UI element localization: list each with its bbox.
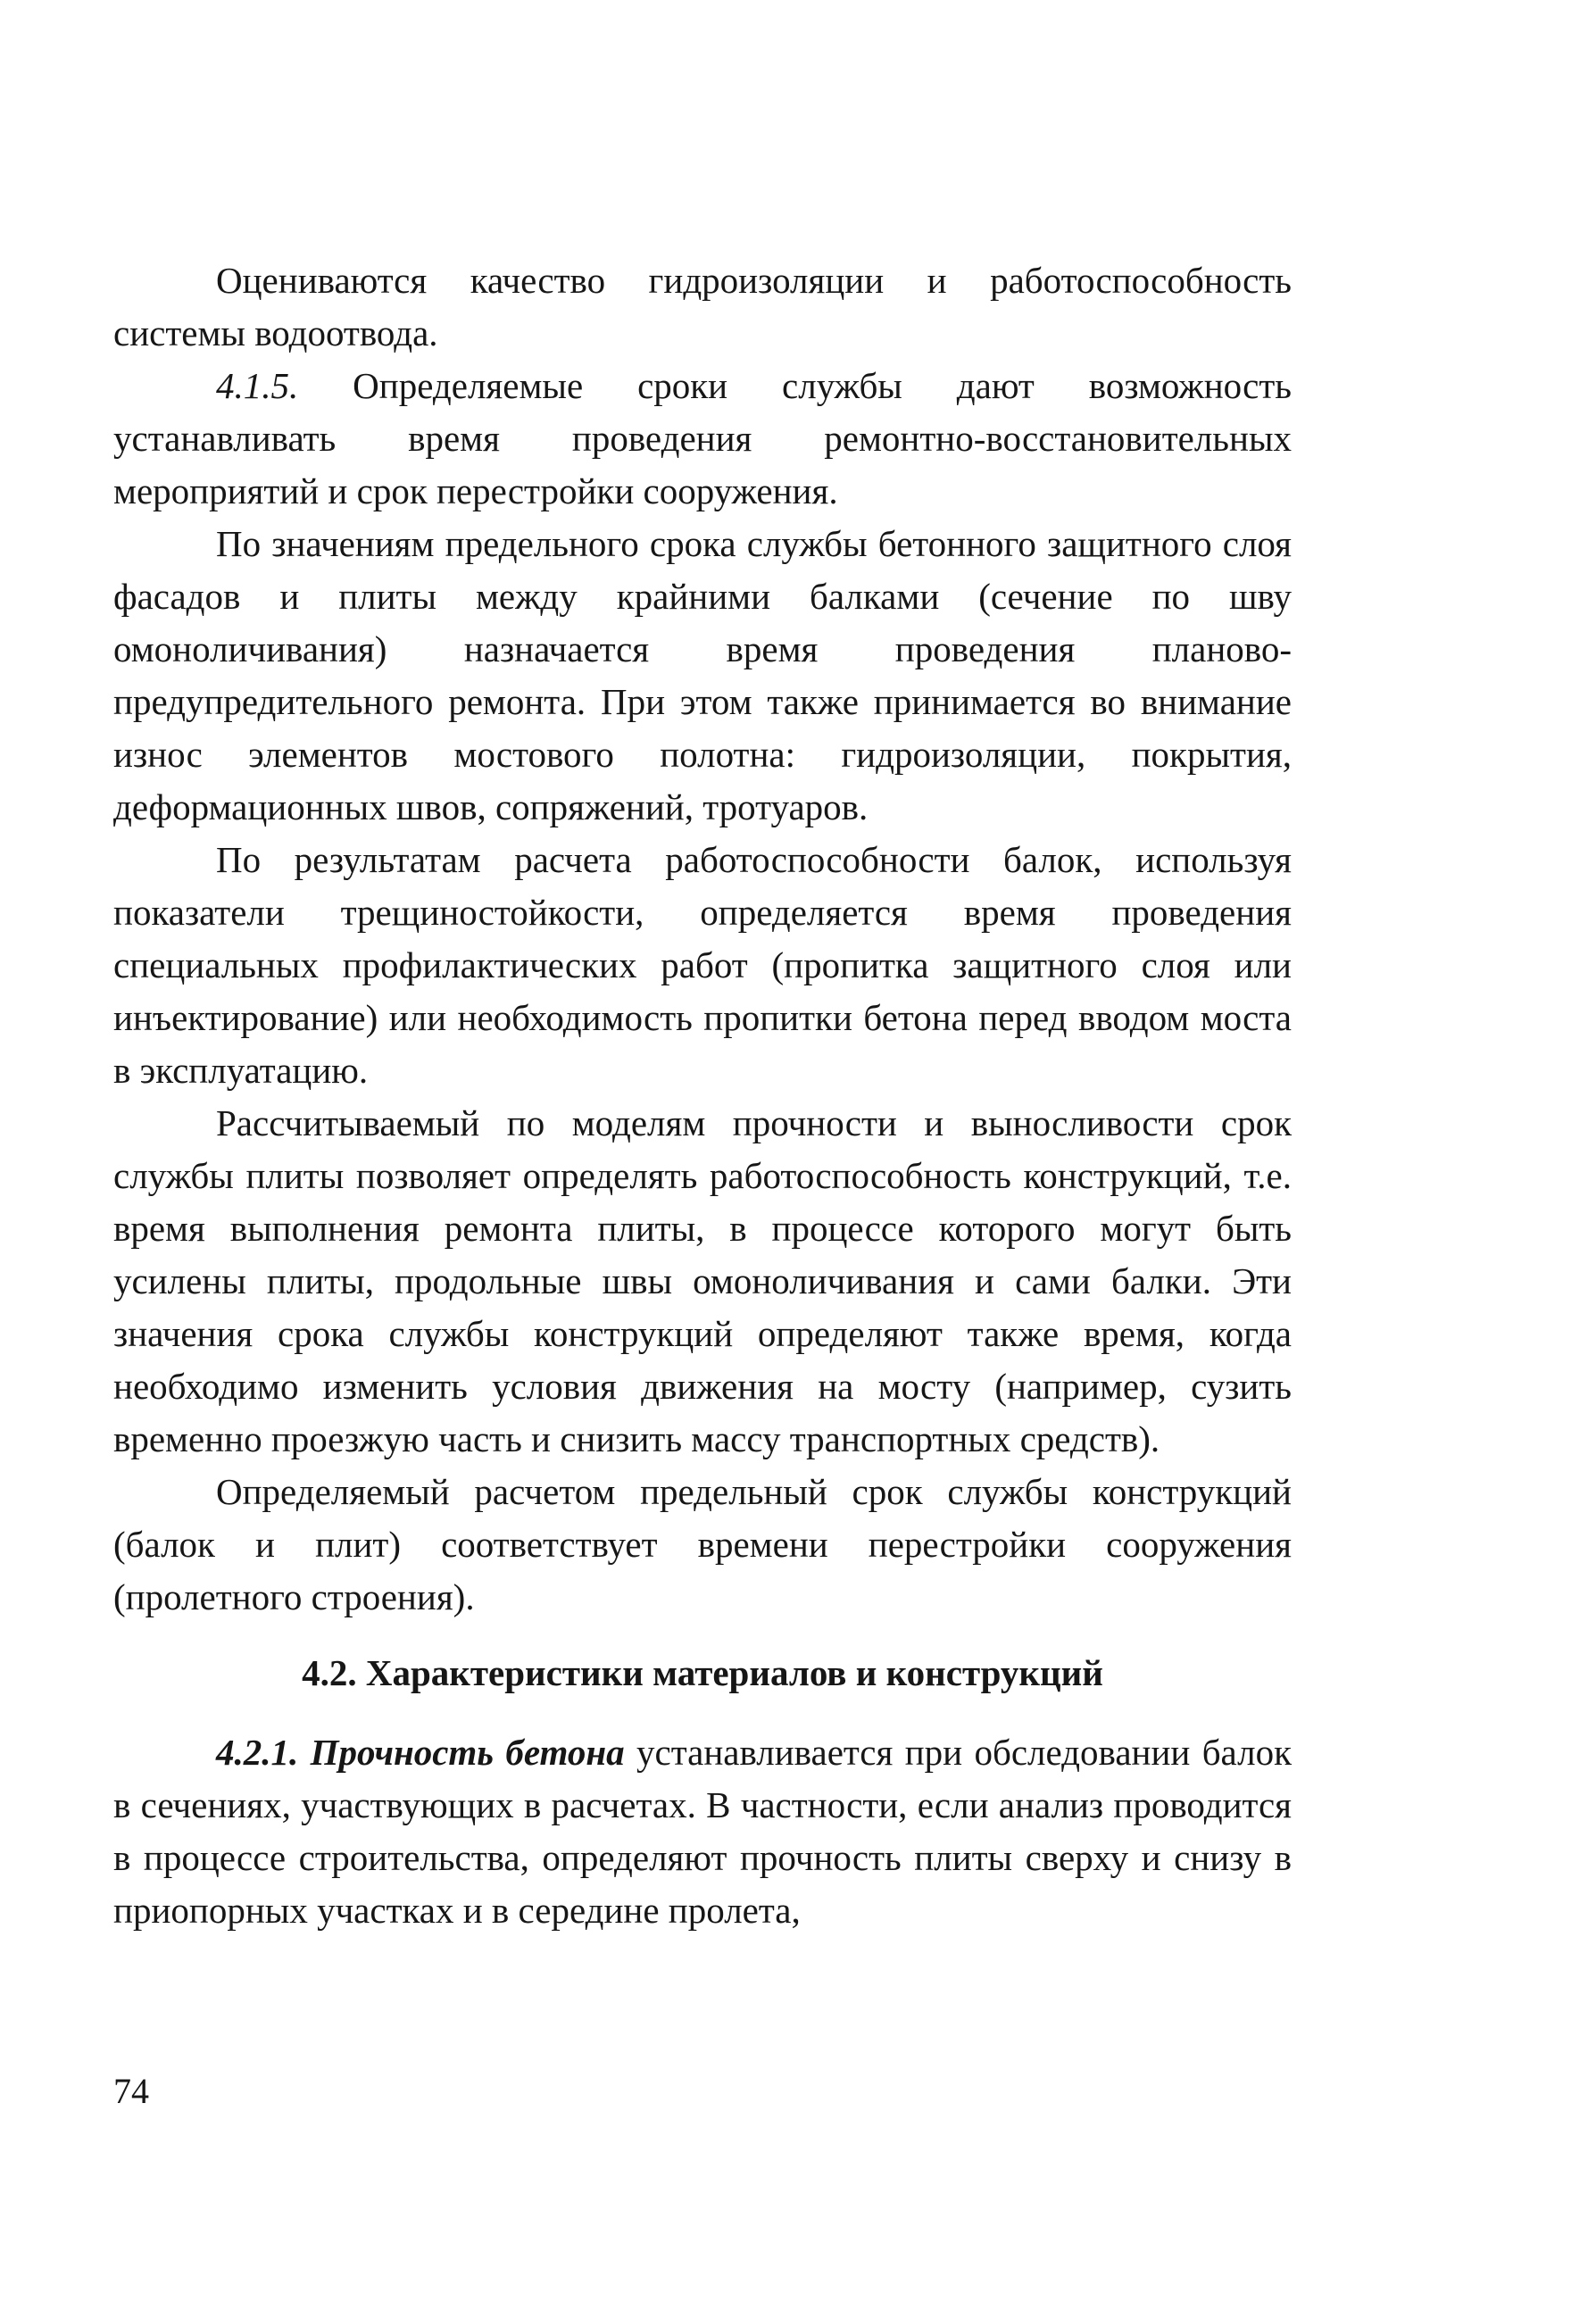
page-body [113, 254, 1292, 1937]
paragraph-6 [113, 1466, 1292, 1624]
paragraph-2-text: Определяемые сроки службы дают возможность устанавливать время проведения ремонтно-восстановительных мероприятий и срок перестройки сооружения. [113, 365, 1292, 511]
paragraph-5 [113, 1097, 1292, 1466]
clause-number-4-1-5: 4.1.5. [216, 365, 299, 406]
paragraph-1 [113, 254, 1292, 360]
paragraph-2 [113, 360, 1292, 518]
subsection-text: устанавливается при обследовании балок в сечениях, участвующих в расчетах. В частности, если анализ проводится в процессе строительства, определяют прочность плиты сверху и снизу в приопорных участках и в середине пролета, [113, 1732, 1292, 1931]
subsection-lead: 4.2.1. Прочность бетона [216, 1732, 625, 1773]
subsection-paragraph [113, 1726, 1292, 1937]
paragraph-3-text: По значениям предельного срока службы бетонного защитного слоя фасадов и плиты между крайними балками (сечение по шву омоноличивания) назначается время проведения планово-предупредительного ремонта. При этом также принимается во внимание износ элементов мостового полотна: гидроизоляции, покрытия, деформационных швов, сопряжений, тротуаров. [113, 523, 1292, 827]
paragraph-4 [113, 834, 1292, 1097]
page-number: 74 [113, 2071, 149, 2111]
paragraph-1-text: Оцениваются качество гидроизоляции и работоспособность системы водоотвода. [113, 260, 1292, 353]
paragraph-4-text: По результатам расчета работоспособности балок, используя показатели трещиностойкости, определяется время проведения специальных профилактических работ (пропитка защитного слоя или инъектирование) или необходимость пропитки бетона перед вводом моста в эксплуатацию. [113, 839, 1292, 1091]
paragraph-5-text: Рассчитываемый по моделям прочности и выносливости срок службы плиты позволяет определять работоспособность конструкций, т.е. время выполнения ремонта плиты, в процессе которого могут быть усилены плиты, продольные швы омоноличивания и сами балки. Эти значения срока службы конструкций определяют также время, когда необходимо изменить условия движения на мосту (например, сузить временно проезжую часть и снизить массу транспортных средств). [113, 1102, 1292, 1459]
paragraph-6-text: Определяемый расчетом предельный срок службы конструкций (балок и плит) соответствует времени перестройки сооружения (пролетного строения). [113, 1471, 1292, 1617]
paragraph-3 [113, 518, 1292, 834]
section-heading: 4.2. Характеристики материалов и конструкций [302, 1652, 1103, 1693]
